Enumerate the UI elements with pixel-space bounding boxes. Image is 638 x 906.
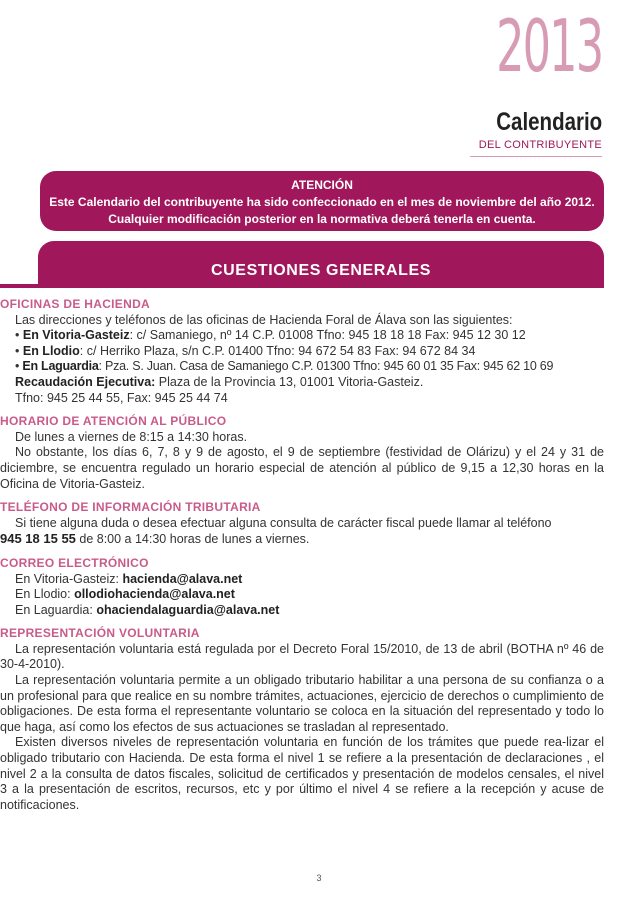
office-detail: : Pza. S. Juan. Casa de Samaniego C.P. 01300 Tfno: 945 60 01 35 Fax: 945 62 10 69 xyxy=(98,359,554,374)
representation-heading: REPRESENTACIÓN VOLUNTARIA xyxy=(0,626,200,641)
offices-intro: Las direcciones y teléfonos de las oficinas de Hacienda Foral de Álava son las siguientes: xyxy=(15,312,513,327)
page-number: 3 xyxy=(316,873,322,883)
collection-phone: Tfno: 945 25 44 55, Fax: 945 25 44 74 xyxy=(15,390,228,405)
email-place: En Vitoria-Gasteiz: xyxy=(15,571,123,586)
offices-heading: OFICINAS DE HACIENDA xyxy=(0,297,151,311)
phone-info-line-1: Si tiene alguna duda o desea efectuar alguna consulta de carácter fiscal puede llamar al teléfono xyxy=(15,515,552,530)
office-item-vitoria: • En Vitoria-Gasteiz: c/ Samaniego, nº 14 C.P. 01008 Tfno: 945 18 18 18 Fax: 945 12 30 12 xyxy=(15,328,526,343)
email-place: En Llodio: xyxy=(15,587,75,602)
collection-office xyxy=(0,375,604,391)
email-address[interactable]: ollodiohacienda@alava.net xyxy=(74,587,235,602)
header-divider xyxy=(470,156,602,157)
email-place: En Laguardia: xyxy=(15,602,97,617)
attention-title: ATENCIÓN xyxy=(291,178,353,192)
phone-info-number: 945 18 15 55 xyxy=(0,531,76,547)
document-body xyxy=(0,293,604,813)
office-name: En Llodio xyxy=(22,343,80,358)
representation-paragraph-1: La representación voluntaria está regulada por el Decreto Foral 15/2010, de 13 de abril (BOTHA nº 46 de 30-4-2010). xyxy=(0,641,604,672)
office-detail: : c/ Herriko Plaza, s/n C.P. 01400 Tfno: 94 672 54 83 Fax: 94 672 84 34 xyxy=(79,343,476,358)
section-title: CUESTIONES GENERALES xyxy=(210,262,432,279)
office-name: En Laguardia xyxy=(22,359,99,374)
email-address[interactable]: ohaciendalaguardia@alava.net xyxy=(96,602,280,617)
attention-line-1: Este Calendario del contribuyente ha sido confeccionado en el mes de noviembre del año 2012. xyxy=(49,195,595,209)
calendar-subtitle: DEL CONTRIBUYENTE xyxy=(478,139,602,151)
year-heading: 2013 xyxy=(495,4,602,88)
office-item-laguardia: • En Laguardia: Pza. S. Juan. Casa de Samaniego C.P. 01300 Tfno: 945 60 01 35 Fax: 945 62 10 69 xyxy=(15,359,554,374)
email-item-llodio xyxy=(0,587,604,603)
attention-box xyxy=(40,171,604,231)
section-accent-line xyxy=(0,284,604,288)
phone-info-line-2: de 8:00 a 14:30 horas de lunes a viernes. xyxy=(75,532,310,547)
calendar-title: Calendario xyxy=(496,108,602,136)
email-item-laguardia xyxy=(0,603,604,619)
hours-line-1: De lunes a viernes de 8:15 a 14:30 horas. xyxy=(15,429,248,444)
office-item-llodio: • En Llodio: c/ Herriko Plaza, s/n C.P. 01400 Tfno: 94 672 54 83 Fax: 94 672 84 34 xyxy=(15,343,476,358)
office-name: En Vitoria-Gasteiz xyxy=(22,328,130,343)
phone-info-text xyxy=(0,516,604,548)
hours-heading: HORARIO DE ATENCIÓN AL PÚBLICO xyxy=(0,414,227,429)
collection-label: Recaudación Ejecutiva: xyxy=(15,374,156,389)
email-address[interactable]: hacienda@alava.net xyxy=(122,571,243,586)
representation-paragraph-2: La representación voluntaria permite a un obligado tributario habilitar a una persona de su confianza o a un profesional para que realice en su nombre trámites, actuaciones, ejercicio de derechos o cumplimiento de obligaciones. De esta forma el representante voluntario se coloca en la situación del representado y todo lo que haga, así como los efectos de sus actuaciones se trasladan al representado. xyxy=(0,673,604,734)
office-detail: : c/ Samaniego, nº 14 C.P. 01008 Tfno: 945 18 18 18 Fax: 945 12 30 12 xyxy=(129,328,526,343)
phone-info-heading: TELÉFONO DE INFORMACIÓN TRIBUTARIA xyxy=(0,500,261,515)
attention-line-2: Cualquier modificación posterior en la normativa deberá tenerla en cuenta. xyxy=(108,212,536,226)
representation-paragraph-3: Existen diversos niveles de representación voluntaria en función de los trámites que puede rea-lizar el obligado tributario con Hacienda. De esta forma el nivel 1 se refiere a la presentación de declaraciones , el nivel 2 a la consulta de datos fiscales, solicitud de certificados y presentación de modelos censales, el nivel 3 a la presentación de escritos, recursos, etc y por último el nivel 4 se refiere a la recepción y acuse de notificaciones. xyxy=(0,735,604,812)
email-item-vitoria xyxy=(0,572,604,588)
email-heading: CORREO ELECTRÓNICO xyxy=(0,555,149,570)
hours-line-2: No obstante, los días 6, 7, 8 y 9 de agosto, el 9 de septiembre (festividad de Olárizu) y el 24 y 31 de diciembre, se encuentra regulado un horario especial de atención al público de 9,15 a 12,30 horas en la Oficina de Vitoria-Gasteiz. xyxy=(0,445,604,491)
collection-detail: Plaza de la Provincia 13, 01001 Vitoria-Gasteiz. xyxy=(155,374,424,389)
